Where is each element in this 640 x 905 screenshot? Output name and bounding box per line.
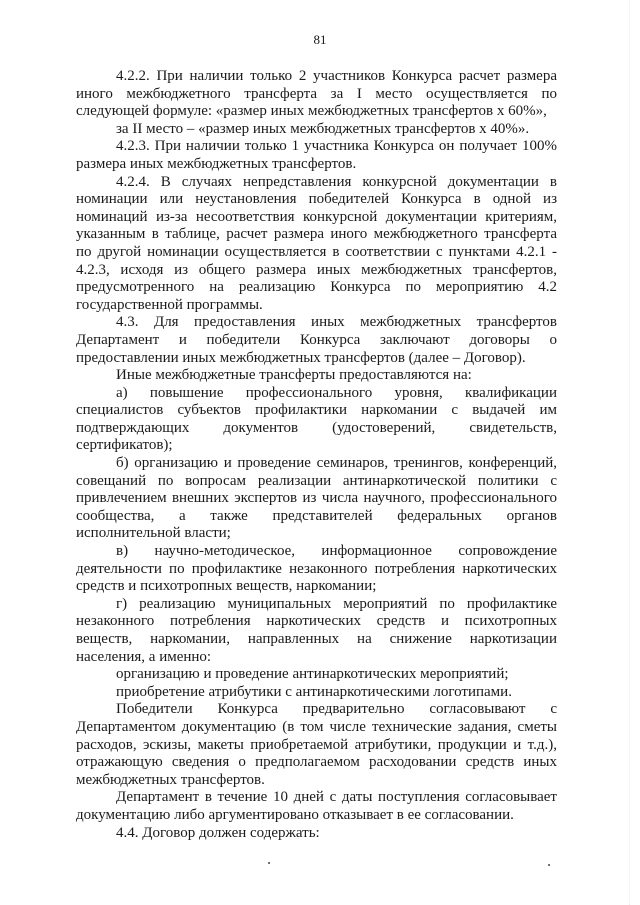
sub-item-events: организацию и проведение антинаркотических мероприятий; — [116, 666, 509, 683]
paragraph-department-review: Департамент в течение 10 дней с даты поступления согласовывает документацию либо аргументировано отказывает в ее согласовании. — [76, 789, 557, 823]
paragraph-transfers-intro: Иные межбюджетные трансферты предоставляются на: — [116, 367, 472, 384]
paragraph-winners-approval: Победители Конкурса предварительно согласовывают с Департаментом документацию (в том числе технические задания, сметы расходов, эскизы, макеты приобретаемой атрибутики, продукции и т.д.), отражающую сведения о предполагаемом расходовании средств иных межбюджетных трансфертов. — [76, 701, 557, 788]
scan-speck-left — [268, 862, 270, 864]
list-item-b: б) организацию и проведение семинаров, тренингов, конференций, совещаний по вопросам реализации антинаркотической политики с привлечением внешних экспертов из числа научного, профессионального сообщества, а также представителей федеральных органов исполнительной власти; — [76, 455, 557, 542]
paragraph-4-2-4: 4.2.4. В случаях непредставления конкурсной документации в номинации или неустановления победителей Конкурса в одной из номинаций из-за несоответствия конкурсной документации критериям, указанным в таблице, расчет размера иного межбюджетного трансферта по другой номинации осуществляется в соответствии с пунктами 4.2.1 - 4.2.3, исходя из общего размера иных межбюджетных трансфертов, предусмотренного на реализацию Конкурса по мероприятию 4.2 государственной программы. — [76, 173, 557, 313]
paragraph-4-4: 4.4. Договор должен содержать: — [116, 824, 320, 841]
paragraph-4-3: 4.3. Для предоставления иных межбюджетных трансфертов Департамент и победители Конкурса заключают договоры о предоставлении иных межбюджетных трансфертов (далее – Договор). — [76, 314, 557, 366]
list-item-g: г) реализацию муниципальных мероприятий по профилактике незаконного потребления наркотических средств и психотропных веществ, наркомании, направленных на снижение наркотизации населения, а именно: — [76, 595, 557, 665]
sub-item-attributes: приобретение атрибутики с антинаркотическими логотипами. — [116, 683, 512, 700]
scan-speck-right — [548, 864, 550, 866]
list-item-v: в) научно-методическое, информационное сопровождение деятельности по профилактике незаконного потребления наркотических средств и психотропных веществ, наркомании; — [76, 543, 557, 595]
paragraph-4-2-2-second-place: за II место – «размер иных межбюджетных трансфертов х 40%». — [116, 120, 530, 137]
scan-edge — [629, 0, 640, 905]
paragraph-4-2-3: 4.2.3. При наличии только 1 участника Конкурса он получает 100% размера иных межбюджетных трансфертов. — [76, 138, 557, 172]
paragraph-4-2-2: 4.2.2. При наличии только 2 участников Конкурса расчет размера иного межбюджетного трансферта за I место осуществляется по следующей формуле: «размер иных межбюджетных трансфертов х 60%», — [76, 68, 557, 120]
list-item-a: а) повышение профессионального уровня, квалификации специалистов субъектов профилактики наркомании с выдачей им подтверждающих документов (удостоверений, свидетельств, сертификатов); — [76, 384, 557, 454]
document-body — [76, 68, 557, 842]
page-number: 81 — [313, 32, 327, 47]
